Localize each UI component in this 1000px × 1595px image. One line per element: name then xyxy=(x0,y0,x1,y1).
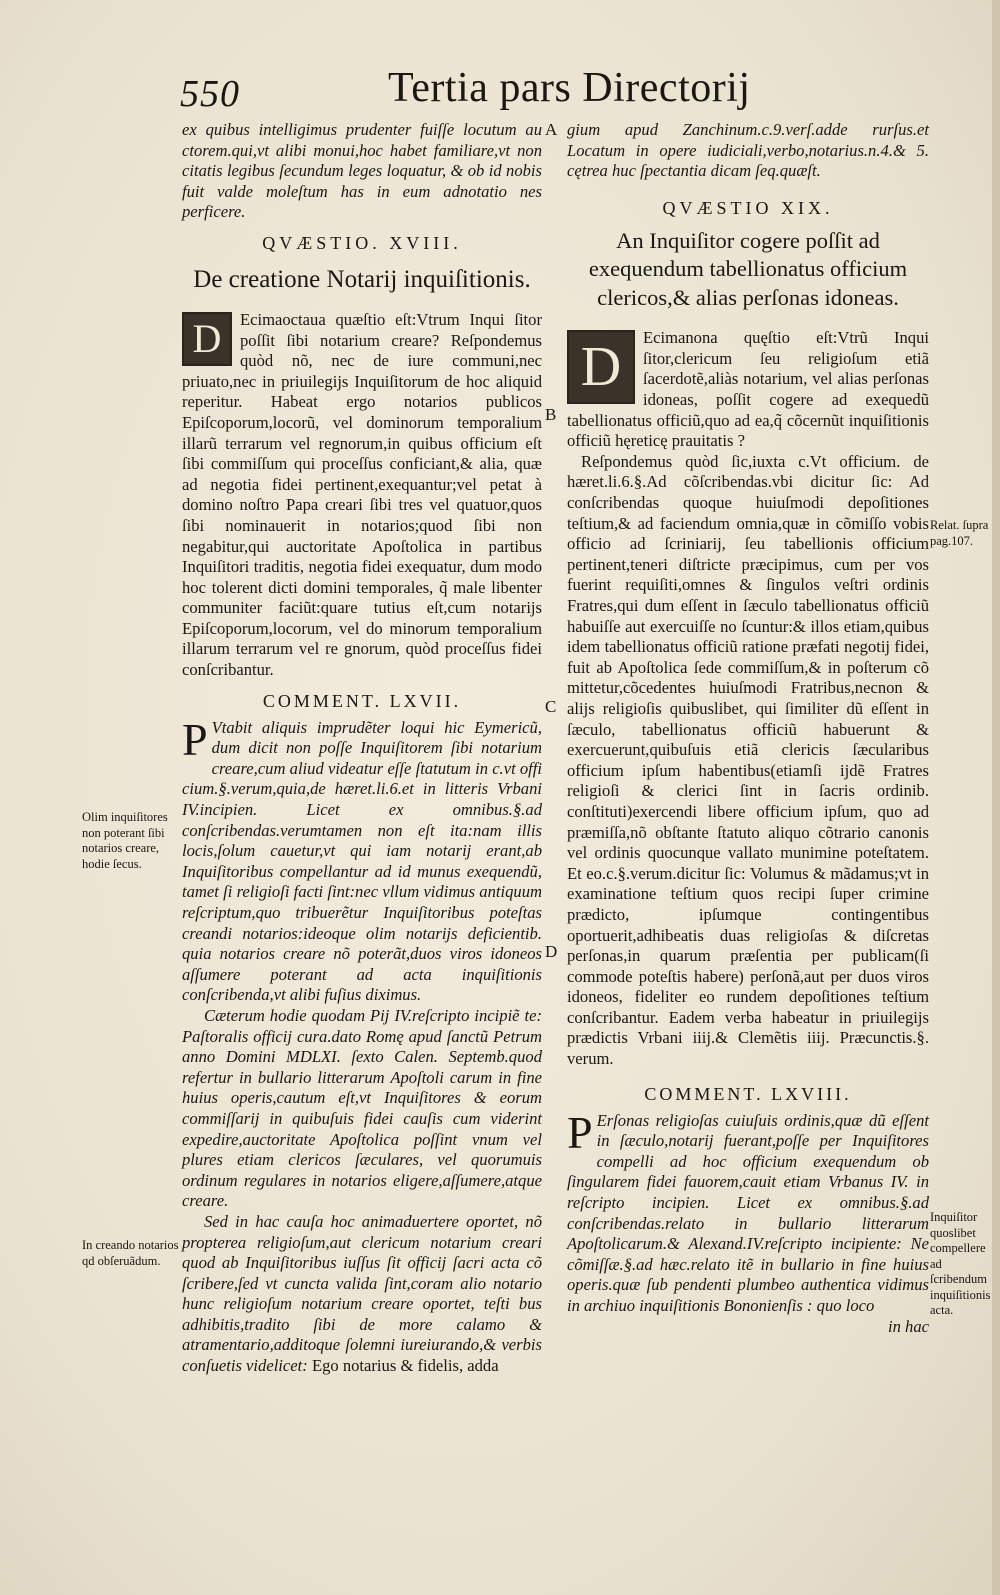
comment-67-paragraph-3-end: Ego notarius & fidelis, adda xyxy=(311,1356,499,1376)
section-marker-c: C xyxy=(545,697,557,716)
comment-68-text: Erſonas religioſas cuiuſuis ordinis,quæ dũ eſſent in ſæculo,notarij fuerant,poſſe per Inquiſitores compelli ad hoc officium exequendum ob ſingularem fidei fauorem,cauit etiam Vrbanus IV. in reſcripto incipien. Licet ex omnibus.§.ad conſcribendas.relato in bullario litterarum Apoſtolicarum.& Alexand.IV.reſcripto incipiente: Ne cõmiſſæ.§.ad hæc.relato itẽ in bullario in fine huius operis.quæ ſub pendenti plumbeo authentica vidimus in archiuo inquiſitionis Bononienſis : quo loco xyxy=(567,1110,929,1315)
running-head: Tertia pars Directorij xyxy=(388,65,751,111)
question-heading-18: QVÆSTIO. XVIII. xyxy=(262,232,462,253)
question-text-19a: Ecimanona quęſtio eſt:Vtrũ Inqui ſitor,clericum ſeu religioſum etiã ſacerdotẽ,aliàs notarium, vel alias perſonas idoneas, poſſit cogere ad exequedũ tabellionatus officiũ,quo ad ea,q̃ cõcernũt inquiſitionis officiũ hęreticę prauitatis ? xyxy=(567,328,929,451)
section-marker-b: B xyxy=(545,405,557,424)
question-title-18: De creatione Notarij inquiſitionis. xyxy=(193,265,531,293)
comment-initial: P xyxy=(182,713,208,765)
comment-67-paragraph-2: Cæterum hodie quodam Pij IV.reſcripto incipiẽ te: Paſtoralis officij cura.dato Romę apud ſanctũ Petrum anno Domini MDLXI. ſexto Calen. Septemb.quod refertur in bullario litterarum Apoſtoli carum in fine huius operis,cautum eſt,vt Inquiſitores & eorum commiſſarij in quibuſuis fidei cauſis cum viderint expedire,auctoritate Apoſtolica poſſint vnum vel plures etiam clericos ſæculares, vel quorumuis ordinum regulares in notarios eligere,aſſumere,atque creare. xyxy=(182,1005,542,1211)
question-text-18: Ecimaoctaua quæſtio eſt:Vtrum Inqui ſitor poſſit ſibi notarium creare? Reſpondemus quòd nõ, nec de iure communi,nec priuato,nec in priuilegijs Inquiſitorum de hoc aliquid reperitur. Habeat ergo notarios publicos Epiſcoporum,locorũ, vel dominorum temporalium illarũ terrarum vel regnorum,in quibus officium eſt ſibi commiſſum qui proceſſus conficiant,& alia, quæ ad negotia fidei pertinent,exequantur;vel petat à domino noſtro Papa creari ſibi tres vel quatuor,quos ſibi nominauerit in notarios;quod ſibi non negabitur,qui auctoritate Apoſtolica in partibus Inquiſitori traditis, negotia fidei exequatur, dum modo hoc tolerent dicti domini temporales, q̃ male libenter communiter faciũt:quare tutius eſt,cum notarijs Epiſcoporum,locorum, vel do minorum temporalium illarum terrarum vel re gnorum, quòd proceſſus fidei conſcribantur. xyxy=(182,309,542,680)
question-text-19b: Reſpondemus quòd ſic,iuxta c.Vt officium. de hæret.li.6.§.Ad cõſcribendas.vbi dicitur ſic: Ad conſcribendas quoque huiuſmodi depoſitiones teſtium,& ad faciendum omnia,quæ in cõmiſſo vobis officio ad ſcriniarij, ſeu tabellionis officium pertinent,teneri diſtricte præcipimus, cum per vos fuerint requiſiti,omnes & ſingulos veſtri ordinis Fratres,qui dum eſſent in ſæculo tabellionatus officiũ habuiſſe aut exercuiſſe no ſcuntur:& illos etiam,quibus idem tabellionatus officiũ ratione præfati negotij fidei, fuit ab Apoſtolica ſede commiſſum,& in poſterum cõ mittetur,cõcedentes huiuſmodi Fratribus,necnon & alijs religioſis quibuslibet, qui ſimiliter dũ eſſent in ſæculo, tabellionatus officiũ habuerunt & exercuerunt,quibuſuis etiã clericis ſæcularibus officium ipſum habentibus(etiamſi ijdẽ Fratres religioſi & clerici ſint in ſacris ordinib. conſtituti)exercendi libere officium ipſum, quo ad præmiſſa,nõ obſtante ſtatuto aliquo cõtrario canonis vel ordinis quocunque vallato munimine poteſtatem. Et eo.c.§.verum.dicitur ſic: Volumus & mãdamus;vt in examinatione teſtium quos recipi ſuper crimine prædicto, ipſumque contingentibus oportuerit,adhibeatis duas religioſas & diſcretas perſonas,in quarum præſentia per publicam(ſi commode poteſtis habere) perſonã,aut per duos viros idoneos, fideliter eo rundem depoſitiones teſtium conſcribantur. Eadem verba habeatur in priuilegijs prædictis Vrbani iiij.& Clemẽtis iiij. Præcunctis.§. verum. xyxy=(567,451,929,1069)
comment-67-paragraph-1: Vtabit aliquis imprudẽter loqui hic Eymericũ, dum dicit non poſſe Inquiſitorem ſibi notarium creare,cum aliud videatur eſſe ſtatutum in c.vt offi cium.§.verum,quia,de hæret.li.6.et in litteris Vrbani IV.incipien. Licet ex omnibus.§.ad conſcribendas.verumtamen non eſt ita:nam illis locis,ſolum cauetur,vt qui iam notarij erant,ab Inquiſitoribus compellantur ad id munus exequendũ, tamet ſi religioſi facti ſint:nec vllum vidimus antiquum reſcriptum,quo tribuerẽtur Inquiſitoribus poteſtas creandi notarios:ideoque olim notarijs deficientib. quia notarios creare nõ poterãt,duos viros idoneos aſſumere poterant ad acta inquiſitionis conſcribenda,vt alibi fuſius diximus. xyxy=(182,717,542,1005)
dropcap-ornament xyxy=(567,330,635,404)
dropcap-letter: D xyxy=(580,336,622,399)
margin-note-right-2: Inquiſitor quoslibet compellere ad ſcribendum inquiſitionis acta. xyxy=(930,1210,991,1317)
page-edge xyxy=(992,0,1000,1595)
right-column xyxy=(567,120,929,1337)
margin-note-right-1: Relat. ſupra pag.107. xyxy=(930,518,989,548)
comment-67-paragraph-3-text: Sed in hac cauſa hoc animaduertere oportet, nõ propterea religioſum,aut clericum notarium creari quod ab Inquiſitoribus iuſſus ſit officij ſacri acta cõ ſcribere,ſed vt cuncta valida ſint,coram alio notario hunc religioſum notarium creare oportet, teſti bus adhibitis,tradito ſibi de more calamo & atramentario,additoque ſolemni iureiurando,& verbis conſuetis videlicet: xyxy=(182,1211,542,1376)
dropcap-ornament xyxy=(182,312,232,366)
margin-note-left-1: Olim inquiſitores non poterant ſibi notarios creare, hodie ſecus. xyxy=(82,810,168,871)
dropcap-letter: D xyxy=(192,315,222,361)
right-intro: gium apud Zanchinum.c.9.verſ.adde rurſus.et Locatum in opere iudiciali,verbo,notarius.n.4.& 5. cętrea huc ſpectantia dicam ſeq.quæſt. xyxy=(567,120,929,181)
margin-note-left-2: In creando notarios qd obſeruãdum. xyxy=(82,1238,179,1268)
question-body-18 xyxy=(182,310,542,681)
section-marker-a: A xyxy=(545,120,558,139)
section-marker-d: D xyxy=(545,942,558,961)
comment-body-68 xyxy=(567,1106,929,1337)
question-heading-19: QVÆSTIO XIX. xyxy=(662,197,834,218)
left-intro: ex quibus intelligimus prudenter fuiſſe locutum au ctorem.qui,vt alibi monui,hoc habet familiare,vt non citatis legibus ſecundum leges loquatur, & ob id nobis fuit valde moleſtum has in eum adnotatio nes perficere. xyxy=(182,120,542,222)
page-number: 550 xyxy=(180,73,240,115)
comment-67-paragraph-3 xyxy=(182,1212,542,1377)
catchword: in hac xyxy=(887,1316,929,1336)
question-title-19: An Inquiſitor cogere poſſit ad exequendum tabellionatus officium clericos,& alias perſonas idoneas. xyxy=(588,227,908,310)
comment-heading-67: COMMENT. LXVII. xyxy=(262,690,462,711)
comment-initial: P xyxy=(567,1106,593,1158)
question-body-19 xyxy=(567,328,929,1069)
comment-body-67 xyxy=(182,713,542,1377)
left-column xyxy=(182,120,542,1377)
comment-heading-68: COMMENT. LXVIII. xyxy=(644,1083,852,1104)
